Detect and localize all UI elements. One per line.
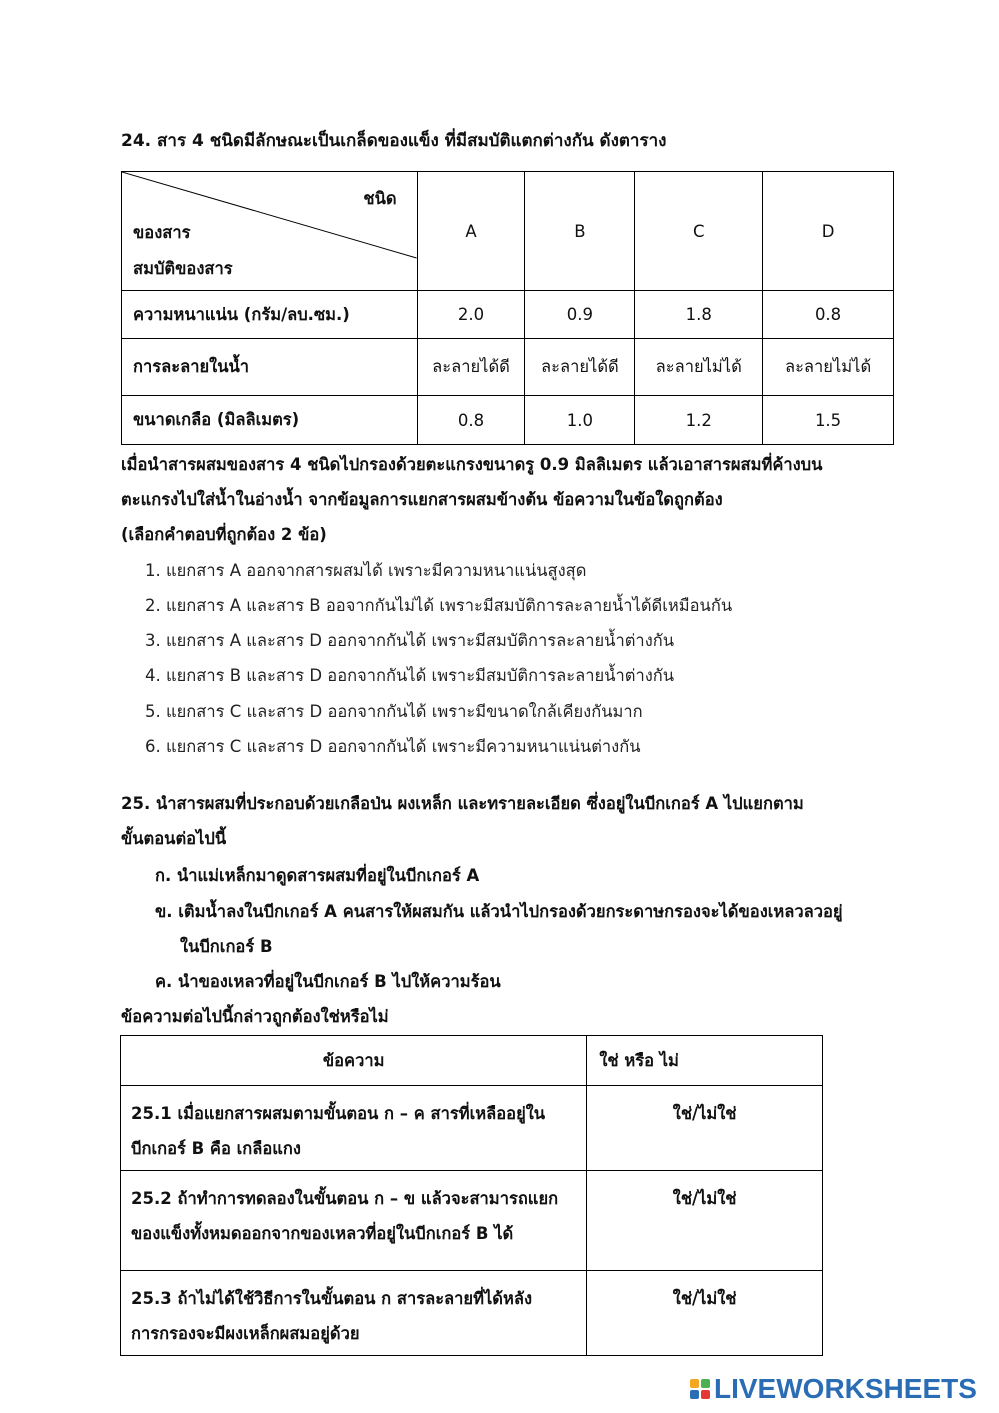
table-cell: ละลายได้ดี [525,339,635,396]
brand-text: LIVEWORKSHEETS [714,1373,977,1404]
q25-step-2-line2: ในบีกเกอร์ B [180,937,273,956]
q24-description-line1: เมื่อนำสารผสมของสาร 4 ชนิดไปกรองด้วยตะแกรงขนาดรู 0.9 มิลลิเมตร แล้วเอาสารผสมที่ค้างบน [121,455,823,474]
table-cell: ละลายไม่ได้ [635,339,763,396]
table-cell: 1.2 [635,396,763,445]
table-row-density [122,291,894,339]
q24-option-2[interactable]: 2. แยกสาร A และสาร B ออจากกันไม่ได้ เพราะมีสมบัติการละลายน้ำได้ดีเหมือนกัน [145,596,733,615]
q25-prompt: ข้อความต่อไปนี้กล่าวถูกต้องใช่หรือไม่ [121,1007,389,1026]
column-header-statement: ข้อความ [121,1036,587,1086]
q25-step-3: ค. นำของเหลวที่อยู่ในบีกเกอร์ B ไปให้ความร้อน [155,972,501,991]
table-cell: 0.8 [763,291,894,339]
q25-step-2-line1: ข. เติมน้ำลงในบีกเกอร์ A คนสารให้ผสมกัน แล้วนำไปกรองด้วยกระดาษกรองจะได้ของเหลวลวอยู่ [155,902,843,921]
answer-choice[interactable]: ใช่/ไม่ใช่ [672,1289,737,1308]
statement-line2: ของแข็งทั้งหมดออกจากของเหลวที่อยู่ในบีกเกอร์ B ได้ [131,1224,514,1243]
answer-cell [587,1171,823,1271]
q24-option-5[interactable]: 5. แยกสาร C และสาร D ออกจากกันได้ เพราะมีขนาดใกล้เคียงกันมาก [145,702,643,721]
answer-cell [587,1086,823,1171]
table-cell: ละลายไม่ได้ [763,339,894,396]
statement-line2: บีกเกอร์ B คือ เกลือแกง [131,1139,301,1158]
table-cell: 2.0 [417,291,525,339]
header-type-label: ชนิด [363,189,397,208]
table-row [121,1086,823,1171]
column-header-c: C [635,172,763,291]
q24-option-1[interactable]: 1. แยกสาร A ออกจากสารผสมได้ เพราะมีความหนาแน่นสูงสุด [145,561,587,580]
statement-line2: การกรองจะมีผงเหล็กผสมอยู่ด้วย [131,1324,360,1343]
column-header-answer: ใช่ หรือ ไม่ [587,1036,823,1086]
q24-option-3[interactable]: 3. แยกสาร A และสาร D ออกจากกันได้ เพราะมีสมบัติการละลายน้ำต่างกัน [145,631,675,650]
liveworksheets-logo [690,1373,977,1405]
statement-cell [121,1271,587,1356]
answer-choice[interactable]: ใช่/ไม่ใช่ [672,1189,737,1208]
header-property-label: สมบัติของสาร [133,259,233,278]
q24-option-6[interactable]: 6. แยกสาร C และสาร D ออกจากกันได้ เพราะมีความหนาแน่นต่างกัน [145,737,641,756]
column-header-b: B [525,172,635,291]
q25-step-1: ก. นำแม่เหล็กมาดูดสารผสมที่อยู่ในบีกเกอร์ A [155,866,480,885]
table-cell: 1.0 [525,396,635,445]
statement-line1: 25.2 ถ้าทำการทดลองในขั้นตอน ก – ข แล้วจะสามารถแยก [131,1189,559,1208]
statement-line1: 25.1 เมื่อแยกสารผสมตามขั้นตอน ก – ค สารที่เหลืออยู่ใน [131,1104,546,1123]
table-cell: ละลายได้ดี [417,339,525,396]
q25-title-line1: 25. นำสารผสมที่ประกอบด้วยเกลือป่น ผงเหล็ก และทรายละเอียด ซึ่งอยู่ในบีกเกอร์ A ไปแยกตาม [121,794,804,813]
table-header-diagonal-cell [122,172,418,291]
table-cell: 1.8 [635,291,763,339]
row-label: ขนาดเกลือ (มิลลิเมตร) [122,396,418,445]
column-header-a: A [417,172,525,291]
column-header-d: D [763,172,894,291]
statement-line1: 25.3 ถ้าไม่ได้ใช้วิธีการในขั้นตอน ก สารละลายที่ได้หลัง [131,1289,533,1308]
q24-title: 24. สาร 4 ชนิดมีลักษณะเป็นเกล็ดของแข็ง ที่มีสมบัติแตกต่างกัน ดังตาราง [121,131,667,151]
q24-option-4[interactable]: 4. แยกสาร B และสาร D ออกจากกันได้ เพราะมีสมบัติการละลายน้ำต่างกัน [145,666,675,685]
liveworksheets-logo-icon [690,1379,710,1399]
row-label: การละลายในน้ำ [122,339,418,396]
table-row [121,1271,823,1356]
header-substance-label: ของสาร [133,223,191,242]
q25-title-line2: ขั้นตอนต่อไปนี้ [121,829,227,848]
table-row-grain-size [122,396,894,445]
statement-cell [121,1086,587,1171]
q24-description-line2: ตะแกรงไปใส่น้ำในอ่างน้ำ จากข้อมูลการแยกสารผสมข้างต้น ข้อความในข้อใดถูกต้อง [121,490,723,509]
q24-description-line3: (เลือกคำตอบที่ถูกต้อง 2 ข้อ) [121,525,327,544]
answer-choice[interactable]: ใช่/ไม่ใช่ [672,1104,737,1123]
statement-cell [121,1171,587,1271]
table-cell: 0.8 [417,396,525,445]
row-label: ความหนาแน่น (กรัม/ลบ.ซม.) [122,291,418,339]
answer-cell [587,1271,823,1356]
table-cell: 0.9 [525,291,635,339]
table-row-solubility [122,339,894,396]
true-false-table [120,1035,823,1356]
substance-properties-table [121,171,894,445]
table-row [121,1171,823,1271]
table-cell: 1.5 [763,396,894,445]
